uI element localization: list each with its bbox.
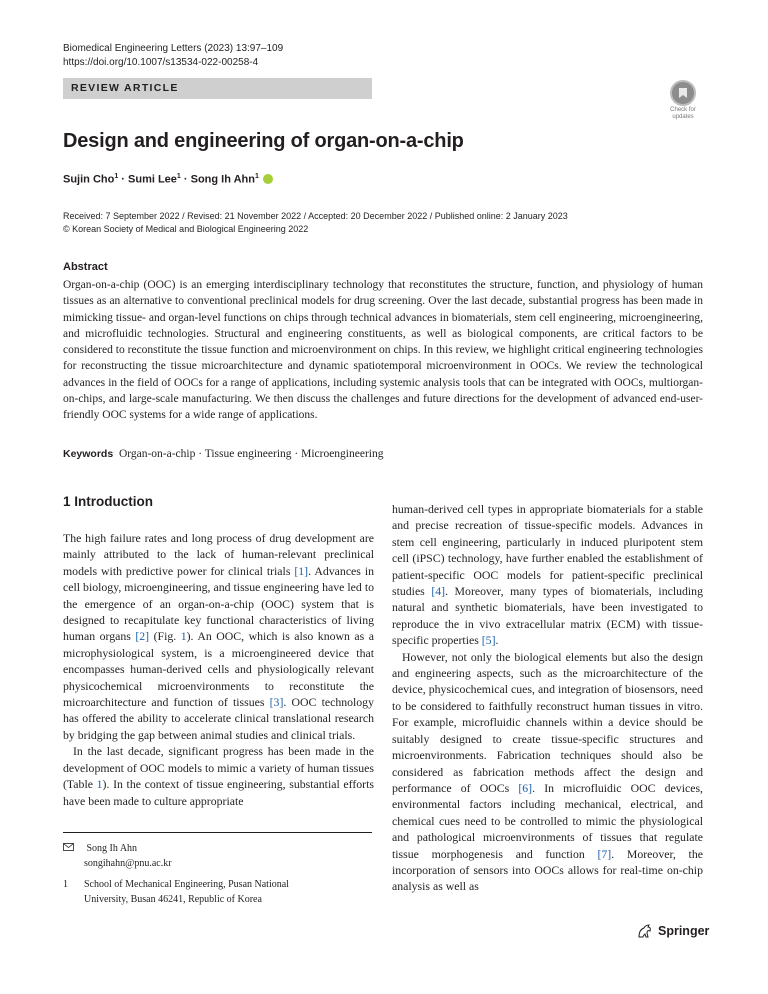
text-run: . Advances in cell biology, microengineering, and tissue engineering have led to the emergence of an organ-on-a-chip (OOC) system that is designed to recapitulate key functional characteristics of living human organs [63, 563, 374, 644]
text-run: human-derived cell types in appropriate biomaterials for a stable and precise recreation of tissue-specific models. Advances in stem cell engineering, particularly in induced pluripotent stem cell (iPSC) technology, have further enabled the establishment of patient-specific OOC models for patient-specific preclinical studies [392, 502, 703, 599]
abstract-text: Organ-on-a-chip (OOC) is an emerging interdisciplinary technology that reconstitutes the structure, function, and physiology of human tissues as an alternative to conventional preclinical models for drug screening. Over the last decade, substantial progress has been made in mimicking tissue- and organ-level functions on chips through technical advances in biomaterials, stem cell engineering, microengineering, and microfluidic technologies. Structural and engineering constituents, as well as biological components, are critical factors to be considered to reconstitute the tissue function and microenvironment on chips. In this review, we highlight critical engineering technologies for reconstructing the tissue microarchitecture and dynamic spatiotemporal microenvironment in OOCs. We review the technological advances in the field of OOCs for a range of applications, including systemic analysis tools that can be integrated with OOCs, multiorgan-on-chips, and large-scale manufacturing. We then discuss the challenges and future directions for the development of advanced end-user-friendly OOC systems for a wide range of applications. [63, 279, 703, 422]
paragraph [392, 501, 703, 649]
citation-link[interactable]: 1 [180, 629, 187, 644]
citation-link[interactable]: [1] [294, 563, 309, 578]
citation-link[interactable]: [7] [597, 846, 612, 861]
check-for-updates-badge[interactable] [664, 80, 702, 120]
publication-history [63, 210, 568, 235]
copyright-line: © Korean Society of Medical and Biological Engineering 2022 [63, 223, 309, 234]
text-run: . OOC technology has offered the ability to accelerate clinical translational research by bridging the gap between animal studies and clinical trials. [63, 695, 374, 742]
journal-citation: Biomedical Engineering Letters (2023) 13:97–109 [63, 43, 284, 54]
author-list: Sujin Cho$^1$ · Sumi Lee$^1$ · Song Ih Ahn$^1$ [63, 173, 273, 186]
text-run: . Moreover, the incorporation of sensors into OOCs allows for real-time on-chip analysis as well as [392, 846, 703, 894]
author-name: Sujin Cho [63, 173, 115, 186]
paragraph [63, 530, 374, 743]
author-name: Sumi Lee [128, 173, 177, 186]
keywords-line [63, 448, 383, 460]
citation-link[interactable]: 1 [96, 777, 103, 792]
text-run: However, not only the biological elements but also the design and engineering aspects, such as the microarchitecture of the device, physicochemical cues, and integration of biosensors, need to be considered to faithfully reconstruct human tissues in vitro. For example, microfluidic channels within a device should be suitably designed to create tissue-specific structures and microenvironments. Fabrication techniques should also be considered as fabrication methods affect the design and performance of OOCs [392, 649, 703, 795]
text-run: . Moreover, many types of biomaterials, including natural and synthetic biomaterials, have been investigated to reproduce the in vivo extracellular matrix (ECM) with tissue-specific properties [392, 584, 703, 648]
received-dates: Received: 7 September 2022 / Revised: 21 November 2022 / Accepted: 20 December 2022 / Published online: 2 January 2023 [63, 211, 568, 221]
paragraph [392, 649, 703, 895]
author-name: Song Ih Ahn [190, 173, 255, 186]
citation-link[interactable]: [2] [135, 629, 150, 644]
keywords-label: Keywords [63, 448, 114, 460]
orcid-icon[interactable] [263, 174, 273, 184]
affiliation-number: 1 [63, 879, 68, 890]
text-run: . [495, 633, 499, 648]
paragraph [63, 743, 374, 809]
citation-link[interactable]: [5] [481, 633, 496, 648]
footnote-divider [63, 832, 372, 833]
citation-link[interactable]: [4] [431, 584, 446, 599]
corresponding-email[interactable]: songihahn@pnu.ac.kr [84, 857, 172, 869]
text-run: The high failure rates and long process of drug development are mainly attributed to the lack of human-relevant preclinical models with predictive power for clinical trials [63, 531, 374, 578]
left-column [63, 530, 374, 809]
check-for-updates-icon [670, 80, 696, 106]
abstract-heading: Abstract [63, 261, 108, 273]
corresponding-name: Song Ih Ahn [86, 843, 138, 854]
publisher-name: Springer [658, 924, 710, 938]
article-title: Design and engineering of organ-on-a-chip [63, 130, 464, 152]
citation-link[interactable]: [6] [518, 780, 533, 795]
doi-link[interactable]: https://doi.org/10.1007/s13534-022-00258-4 [63, 57, 259, 68]
citation-link[interactable]: [3] [269, 695, 284, 710]
article-type-banner: REVIEW ARTICLE [63, 78, 372, 99]
envelope-icon [63, 842, 77, 857]
check-for-updates-label: Check for updates [670, 107, 696, 120]
journal-header [63, 42, 283, 70]
text-run: In the last decade, significant progress has been made in the development of OOC models to mimic a variety of human tissues (Table [63, 744, 374, 792]
text-run: (Fig. [149, 629, 181, 644]
keywords-list: Organ-on-a-chip · Tissue engineering · Microengineering [118, 448, 384, 460]
text-run: ). An OOC, which is also known as a microphysiological system, is a microengineered device that encompasses human-derived cells and physiologically relevant physicochemical microenvironments to reconstitute the microarchitecture and function of tissues [63, 629, 374, 710]
springer-horse-icon [636, 923, 654, 939]
right-column [392, 501, 703, 895]
text-run: . In microfluidic OOC devices, environmental factors including mechanical, electrical, and chemical cues need to be controlled to mimic the physiological and pathological microenvironments of tissues that regulate tissue morphogenesis and function [392, 780, 703, 861]
affiliation-footnote: 1 School of Mechanical Engineering, Pusan National University, Busan 46241, Republic of Korea [63, 879, 289, 905]
publisher-logo [636, 923, 709, 939]
section-heading: 1 Introduction [63, 494, 153, 509]
text-run: ). In the context of tissue engineering, substantial efforts have been made to culture appropriate [63, 777, 374, 808]
corresponding-author-footnote [63, 842, 172, 871]
